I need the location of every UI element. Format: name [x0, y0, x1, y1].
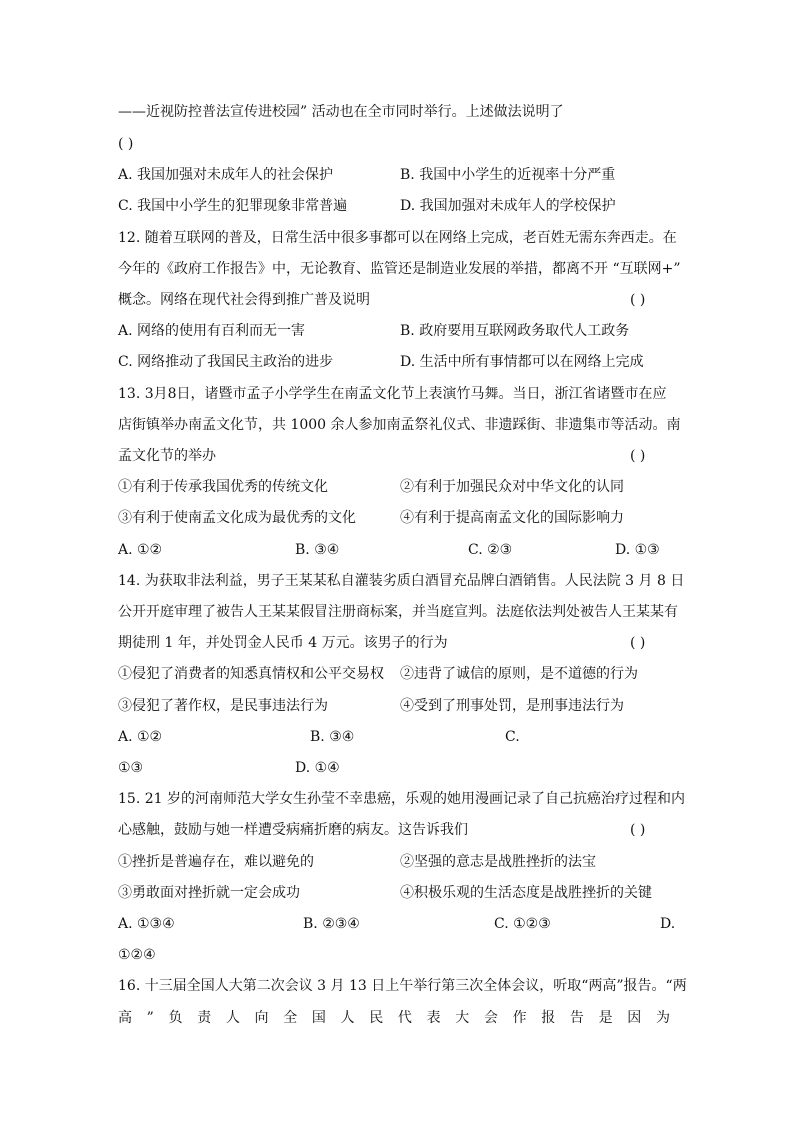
- answer-paren: ( ): [630, 635, 646, 651]
- char: 会: [483, 1010, 498, 1026]
- option-b: B. ③④: [295, 542, 340, 558]
- option-d: D. 我国加强对未成年人的学校保护: [400, 198, 616, 214]
- statement-2: ②违背了诚信的原则，是不道德的行为: [400, 666, 638, 682]
- char: 责: [197, 1010, 212, 1026]
- question-14-line: 14. 为获取非法利益，男子王某某私自灌装劣质白酒冒充品牌白酒销售。人民法院 3 月 8 日: [118, 573, 685, 589]
- question-14-line: 期徒刑 1 年，并处罚金人民币 4 万元。该男子的行为: [118, 635, 448, 651]
- option-d: D.: [660, 916, 676, 932]
- question-12-line: 12. 随着互联网的普及，日常生活中很多事都可以在网络上完成，老百姓无需东奔西走。在: [118, 230, 677, 246]
- option-c: C. ①②③: [494, 916, 551, 932]
- char: 作: [512, 1010, 527, 1026]
- statement-2: ②有利于加强民众对中华文化的认同: [400, 479, 624, 495]
- option-d: D. ①③: [615, 542, 660, 558]
- answer-paren: ( ): [630, 822, 646, 838]
- char: 国: [311, 1010, 326, 1026]
- char: 民: [369, 1010, 384, 1026]
- char: 报: [541, 1010, 556, 1026]
- question-12-line: 今年的《政府工作报告》中，无论教育、监管还是制造业发展的举措，都离不开 “互联网+”: [118, 261, 681, 277]
- char: 大: [455, 1010, 470, 1026]
- char: 负: [168, 1010, 183, 1026]
- question-13-line: 孟文化节的举办: [118, 448, 216, 464]
- question-15-line: 15. 21 岁的河南师范大学女生孙莹不幸患癌，乐观的她用漫画记录了自己抗癌治疗过程和内: [118, 791, 685, 807]
- option-a: A. 我国加强对未成年人的社会保护: [118, 167, 334, 183]
- option-b: B. ③④: [310, 729, 355, 745]
- option-d: D. ①④: [295, 760, 340, 776]
- question-14-line: 公开开庭审理了被告人王某某假冒注册商标案，并当庭宣判。法庭依法判处被告人王某某有: [118, 604, 678, 620]
- option-c: C. ②③: [468, 542, 513, 558]
- char: 因: [627, 1010, 642, 1026]
- question-16-line: 16. 十三届全国人大第二次会议 3 月 13 日上午举行第三次全体会议，听取“两高”报告。“两: [118, 978, 687, 994]
- char: 人: [340, 1010, 355, 1026]
- char: 告: [569, 1010, 584, 1026]
- statement-3: ③勇敢面对挫折就一定会成功: [118, 885, 300, 901]
- option-b: B. ②③④: [303, 916, 360, 932]
- option-c: C. 网络推动了我国民主政治的进步: [118, 354, 334, 370]
- question-13-line: 13. 3月8日，诸暨市孟子小学学生在南孟文化节上表演竹马舞。当日，浙江省诸暨市在应: [118, 386, 667, 402]
- statement-1: ①有利于传承我国优秀的传统文化: [118, 479, 328, 495]
- option-b: B. 我国中小学生的近视率十分严重: [400, 167, 616, 183]
- statement-3: ③有利于使南孟文化成为最优秀的文化: [118, 510, 356, 526]
- option-a: A. ①②: [118, 542, 163, 558]
- statement-1: ①侵犯了消费者的知悉真情权和公平交易权: [118, 666, 384, 682]
- char: 人: [225, 1010, 240, 1026]
- char: 代: [397, 1010, 412, 1026]
- option-c-value: ①③: [118, 760, 144, 776]
- char: 为: [655, 1010, 670, 1026]
- option-c: C. 我国中小学生的犯罪现象非常普遍: [118, 198, 348, 214]
- char: 表: [426, 1010, 441, 1026]
- char: 向: [254, 1010, 269, 1026]
- answer-paren: ( ): [118, 136, 134, 152]
- option-c: C.: [505, 729, 520, 745]
- statement-1: ①挫折是普遍存在，难以避免的: [118, 854, 314, 870]
- question-15-line: 心感触，鼓励与她一样遭受病痛折磨的病友。这告诉我们: [118, 822, 468, 838]
- statement-4: ④受到了刑事处罚，是刑事违法行为: [400, 698, 624, 714]
- statement-4: ④积极乐观的生活态度是战胜挫折的关键: [400, 885, 652, 901]
- answer-paren: ( ): [630, 448, 646, 464]
- option-a: A. 网络的使用有百利而无一害: [118, 323, 306, 339]
- text-line: ——近视防控普法宣传进校园” 活动也在全市同时举行。上述做法说明了: [118, 104, 564, 120]
- option-d: D. 生活中所有事情都可以在网络上完成: [400, 354, 644, 370]
- option-a: A. ①②: [118, 729, 163, 745]
- statement-4: ④有利于提高南孟文化的国际影响力: [400, 510, 624, 526]
- question-13-line: 店街镇举办南孟文化节，共 1000 余人参加南孟祭礼仪式、非遗踩街、非遗集市等活动。南: [118, 417, 681, 433]
- char: 高: [118, 1010, 132, 1026]
- answer-paren: ( ): [630, 292, 646, 308]
- char: ”: [146, 1010, 154, 1026]
- statement-3: ③侵犯了著作权，是民事违法行为: [118, 698, 328, 714]
- question-12-line: 概念。网络在现代社会得到推广普及说明: [118, 292, 370, 308]
- option-b: B. 政府要用互联网政务取代人工政务: [400, 323, 630, 339]
- question-16-line-justified: [118, 1008, 670, 1028]
- statement-2: ②坚强的意志是战胜挫折的法宝: [400, 854, 596, 870]
- char: 是: [598, 1010, 613, 1026]
- char: 全: [283, 1010, 298, 1026]
- option-d-value: ①②④: [118, 947, 156, 963]
- option-a: A. ①③④: [118, 916, 175, 932]
